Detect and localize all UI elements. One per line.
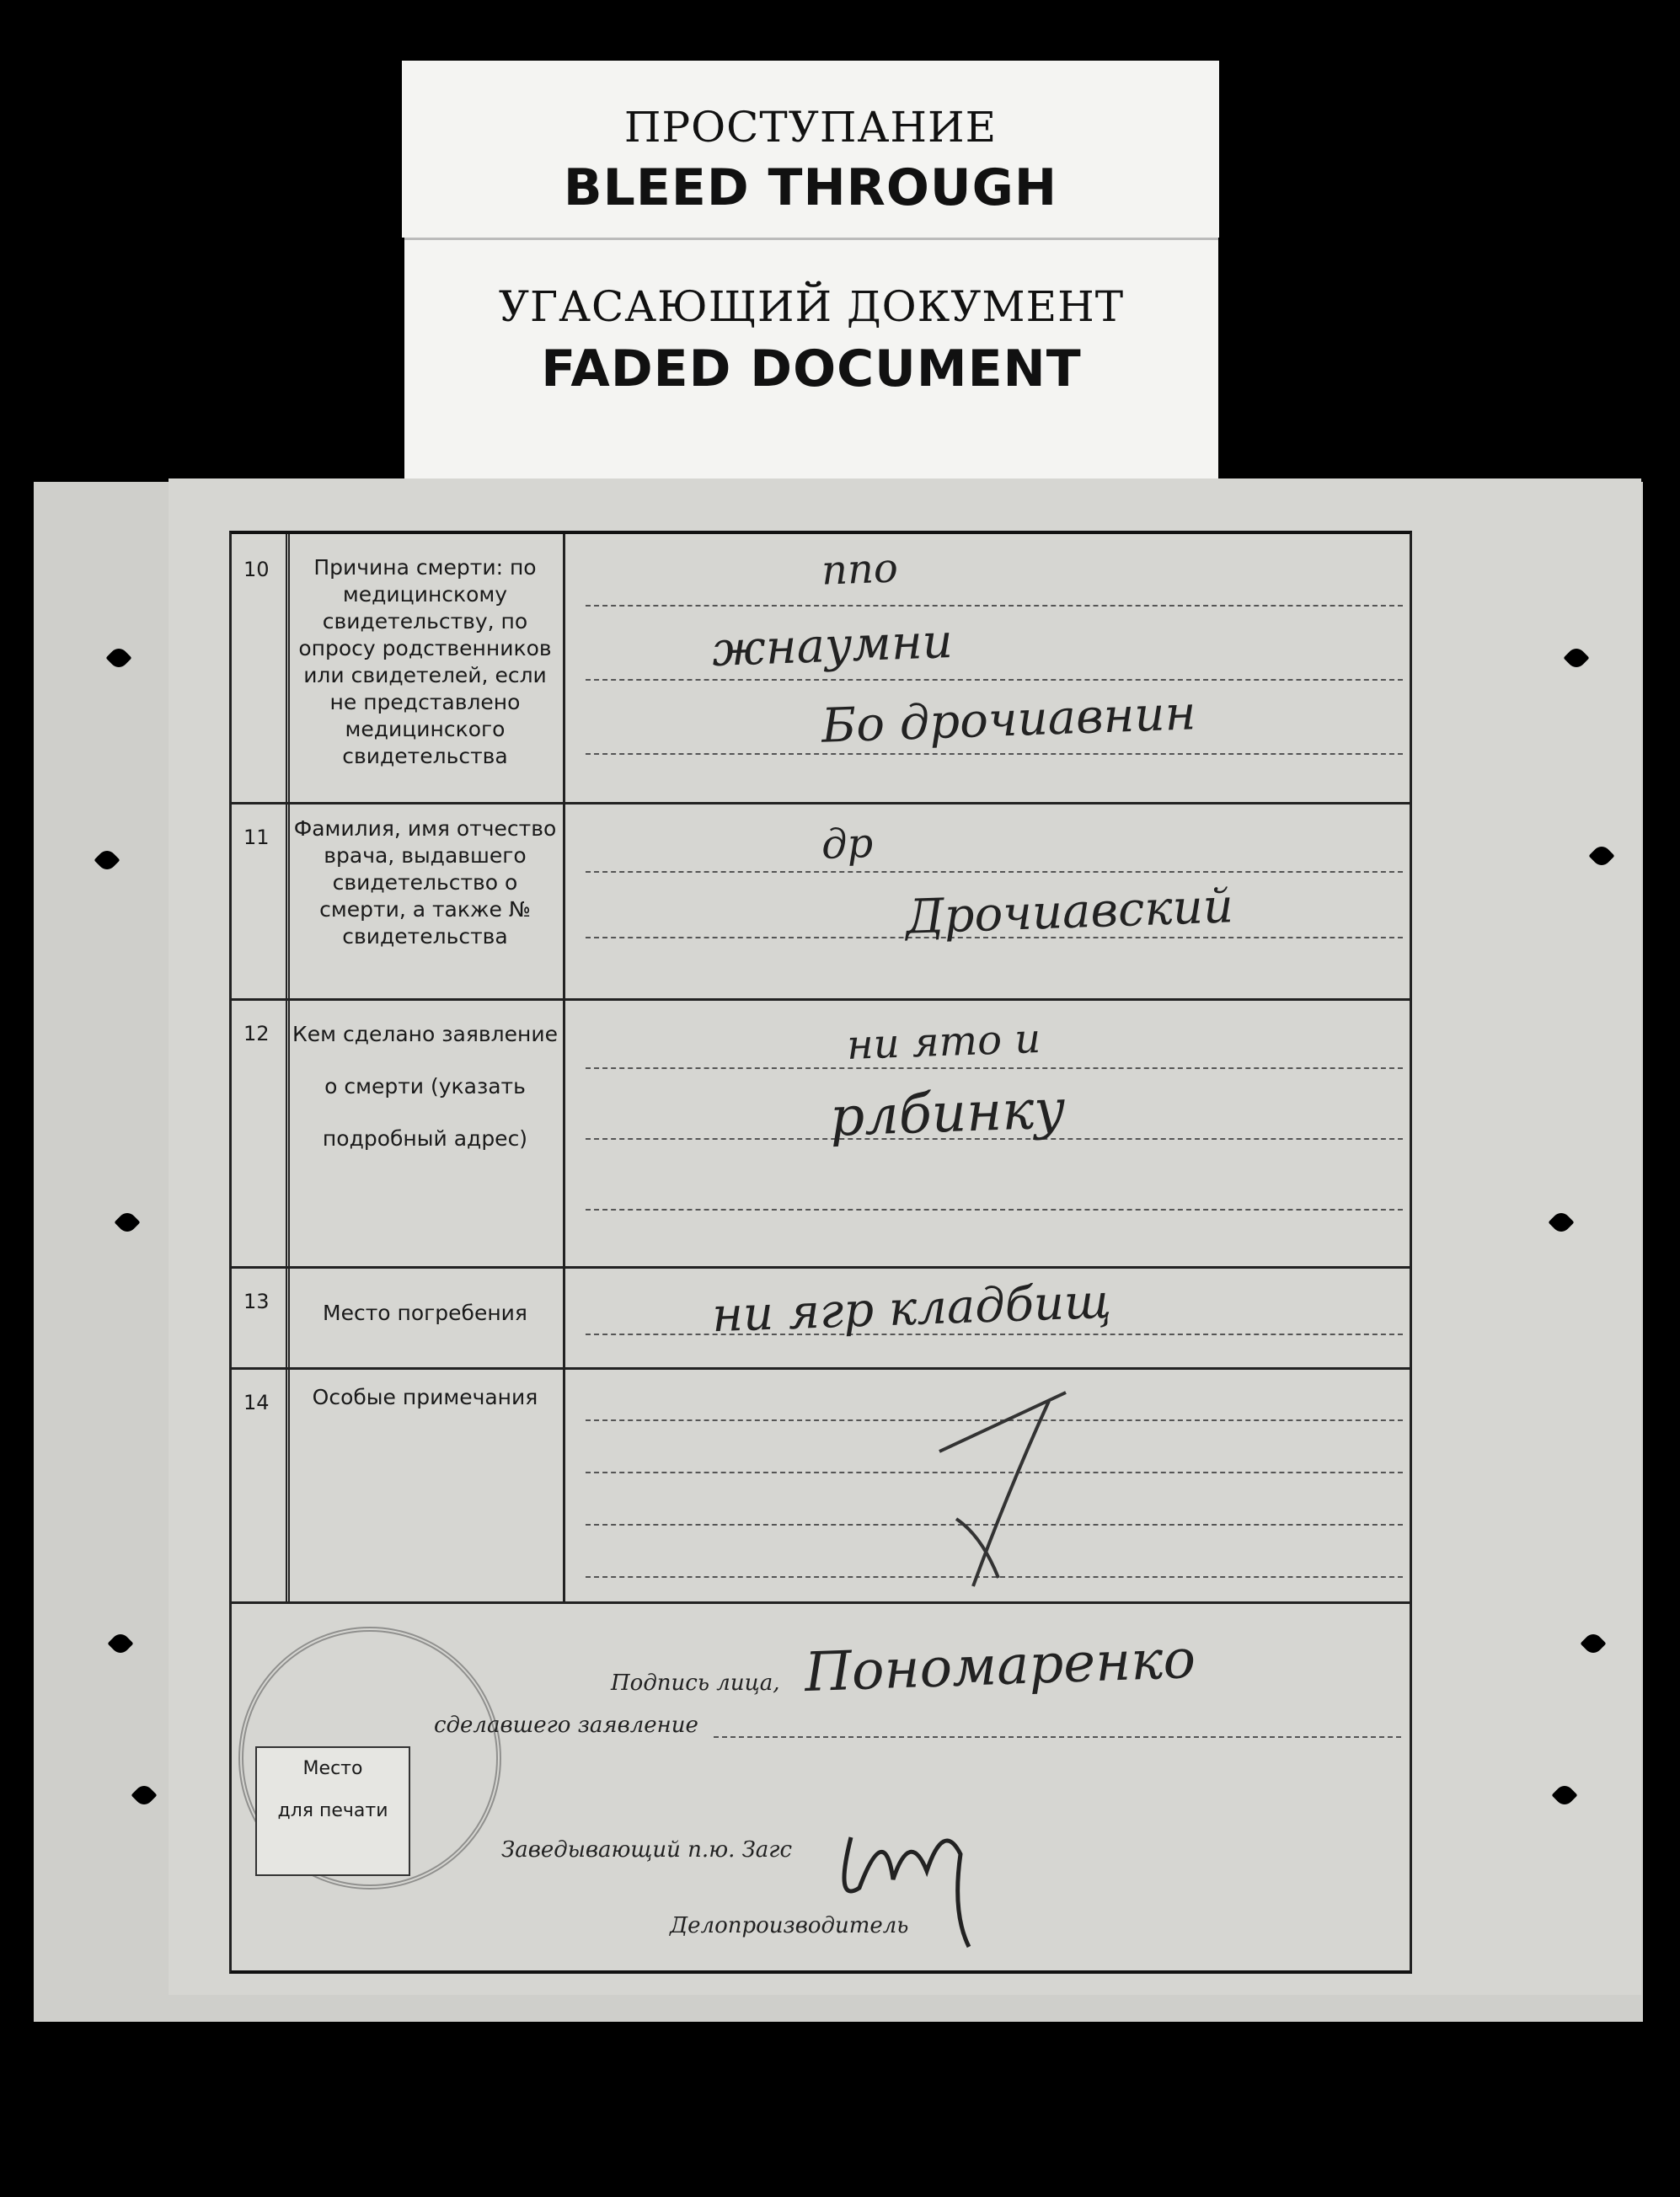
dotted-line [586, 605, 1403, 607]
handwritten-text: Бо дрочиавнин [821, 686, 1197, 754]
row-number: 11 [243, 826, 270, 849]
seal-box [255, 1746, 410, 1876]
row-answer [569, 998, 1410, 1266]
handwritten-text: рлбинку [828, 1078, 1067, 1149]
applicant-signature-label-2: сделавшего заявление [434, 1713, 698, 1738]
form-row-12 [232, 998, 1410, 1269]
form-row-10 [232, 534, 1410, 804]
handwritten-text: ппо [821, 544, 899, 595]
seal-label-line1: Место [302, 1758, 363, 1779]
handwritten-text: др [821, 819, 875, 869]
faded-document-ru-label: УГАСАЮЩИЙ ДОКУМЕНТ [498, 282, 1125, 331]
row-answer [569, 1367, 1410, 1601]
row-label: Фамилия, имя отчество врача, выдавшего свидетельство о смерти, а также № свидетельства [287, 802, 565, 998]
form-row-11 [232, 802, 1410, 1001]
bleed-through-ru-label: ПРОСТУПАНИЕ [623, 103, 998, 152]
bleed-through-en-label: BLEED THROUGH [563, 158, 1058, 217]
handwritten-text: ни ято и [846, 1015, 1042, 1069]
row-number-cell [232, 1266, 290, 1367]
row-number: 10 [243, 558, 270, 581]
registry-head-label: Заведывающий п.ю. Загс [501, 1837, 793, 1863]
handwritten-text: ни ягр кладбищ [711, 1274, 1113, 1344]
signature-section [232, 1601, 1410, 1967]
clerk-label: Делопроизводитель [670, 1913, 909, 1938]
dotted-line [586, 1334, 1403, 1335]
row-number-cell [232, 534, 290, 802]
row-number: 12 [243, 1022, 270, 1045]
faded-document-en-label: FADED DOCUMENT [541, 339, 1082, 398]
faded-document-card [404, 238, 1218, 479]
applicant-signature-label: Подпись лица, [611, 1670, 780, 1696]
form-row-14 [232, 1367, 1410, 1604]
applicant-signature: Пономаренко [803, 1628, 1197, 1705]
row-answer [569, 1266, 1410, 1367]
dotted-line [586, 679, 1403, 681]
death-record-form [229, 531, 1412, 1974]
row-number: 13 [243, 1290, 270, 1313]
dotted-line [586, 1209, 1403, 1211]
form-row-13 [232, 1266, 1410, 1370]
row-number-cell [232, 802, 290, 998]
row-label: Кем сделано заявление о смерти (указать подробный адрес) [287, 998, 565, 1266]
row-label: Причина смерти: по медицинскому свидетельству, по опросу родственников или свидетелей, если не представлено медицинского свидетельства [287, 534, 565, 802]
handwritten-text: жнаумни [710, 614, 954, 677]
seal-label-line2: для печати [277, 1800, 388, 1821]
row-answer [569, 802, 1410, 998]
dotted-line [586, 753, 1403, 755]
row-label: Место погребения [287, 1266, 565, 1367]
bleed-through-card [402, 61, 1219, 238]
handwritten-dash-mark [906, 1376, 1091, 1595]
dotted-line [586, 871, 1403, 873]
row-number-cell [232, 1367, 290, 1601]
row-number: 14 [243, 1391, 270, 1414]
row-answer [569, 534, 1410, 802]
row-number-cell [232, 998, 290, 1266]
signature-line [714, 1736, 1401, 1738]
dotted-line [586, 1067, 1403, 1069]
handwritten-text: Дрочиавский [904, 879, 1234, 945]
row-label: Особые примечания [287, 1367, 565, 1601]
